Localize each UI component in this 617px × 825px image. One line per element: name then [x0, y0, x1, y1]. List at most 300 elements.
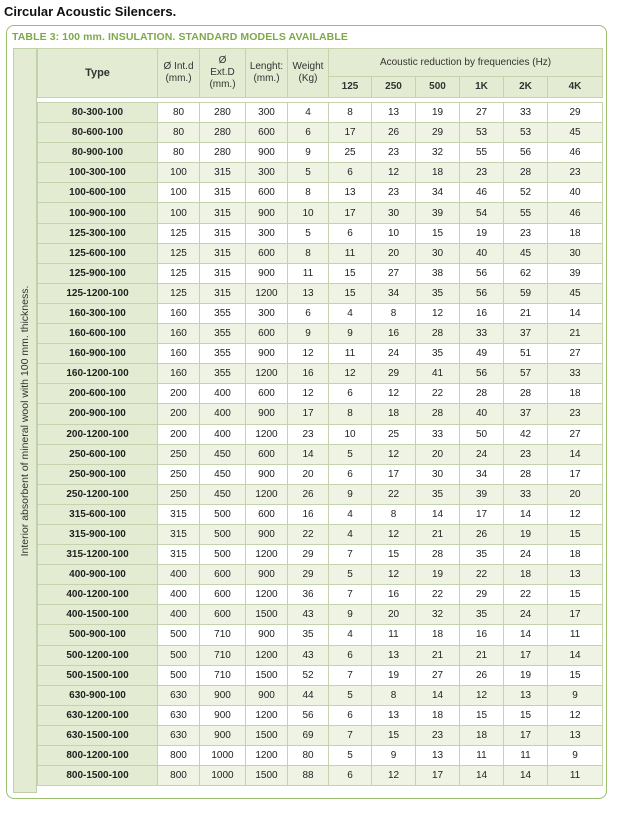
table-cell: 12 — [548, 504, 603, 524]
table-cell: 160 — [158, 324, 200, 344]
table-cell: 38 — [416, 263, 460, 283]
table-cell: 4 — [288, 103, 329, 123]
table-row — [38, 705, 603, 725]
table-cell: 250 — [158, 484, 200, 504]
table-row — [38, 444, 603, 464]
table-cell: 27 — [548, 424, 603, 444]
table-cell: 35 — [460, 605, 504, 625]
table-cell: 18 — [416, 705, 460, 725]
table-cell: 46 — [548, 143, 603, 163]
table-cell: 8 — [329, 103, 372, 123]
table-cell: 315 — [200, 243, 246, 263]
table-cell: 15 — [460, 705, 504, 725]
table-cell: 30 — [548, 243, 603, 263]
table-cell: 16 — [288, 364, 329, 384]
table-cell: 600 — [246, 384, 288, 404]
table-cell: 12 — [372, 766, 416, 786]
table-cell: 5 — [329, 685, 372, 705]
table-cell: 19 — [504, 665, 548, 685]
table-cell: 21 — [548, 324, 603, 344]
table-cell: 23 — [372, 143, 416, 163]
table-cell: 12 — [372, 444, 416, 464]
table-cell: 600 — [246, 324, 288, 344]
type-cell: 125-300-100 — [38, 223, 158, 243]
table-cell: 13 — [288, 283, 329, 303]
table-cell: 17 — [416, 766, 460, 786]
type-cell: 200-900-100 — [38, 404, 158, 424]
table-cell: 4 — [329, 524, 372, 544]
table-cell: 800 — [158, 766, 200, 786]
table-cell: 12 — [288, 344, 329, 364]
table-cell: 160 — [158, 364, 200, 384]
table-cell: 59 — [504, 283, 548, 303]
table-cell: 315 — [200, 163, 246, 183]
table-cell: 27 — [548, 344, 603, 364]
table-cell: 450 — [200, 444, 246, 464]
table-cell: 13 — [329, 183, 372, 203]
table-cell: 15 — [548, 524, 603, 544]
table-cell: 35 — [416, 484, 460, 504]
table-cell: 15 — [372, 545, 416, 565]
table-cell: 10 — [372, 223, 416, 243]
table-cell: 18 — [548, 384, 603, 404]
table-row — [38, 746, 603, 766]
table-cell: 13 — [504, 685, 548, 705]
table-cell: 315 — [158, 504, 200, 524]
table-cell: 27 — [460, 103, 504, 123]
table-cell: 400 — [158, 605, 200, 625]
type-cell: 500-1200-100 — [38, 645, 158, 665]
table-cell: 22 — [460, 565, 504, 585]
table-cell: 900 — [246, 625, 288, 645]
table-cell: 28 — [416, 545, 460, 565]
type-cell: 500-900-100 — [38, 625, 158, 645]
table-cell: 80 — [158, 103, 200, 123]
table-cell: 15 — [329, 283, 372, 303]
table-cell: 12 — [416, 303, 460, 323]
table-cell: 6 — [329, 705, 372, 725]
header-length: Lenght: (mm.) — [246, 49, 288, 98]
type-cell: 200-600-100 — [38, 384, 158, 404]
table-cell: 37 — [504, 404, 548, 424]
table-cell: 125 — [158, 223, 200, 243]
table-cell: 17 — [329, 123, 372, 143]
table-cell: 13 — [372, 705, 416, 725]
table-cell: 14 — [548, 645, 603, 665]
header-freq-2k: 2K — [504, 77, 548, 98]
table-cell: 160 — [158, 344, 200, 364]
table-cell: 710 — [200, 645, 246, 665]
table-cell: 500 — [200, 545, 246, 565]
table-cell: 100 — [158, 203, 200, 223]
table-cell: 12 — [548, 705, 603, 725]
table-row — [38, 424, 603, 444]
table-cell: 9 — [288, 324, 329, 344]
table-cell: 17 — [329, 203, 372, 223]
table-cell: 12 — [372, 565, 416, 585]
table-cell: 315 — [158, 524, 200, 544]
table-cell: 1500 — [246, 665, 288, 685]
table-cell: 8 — [372, 504, 416, 524]
type-cell: 100-600-100 — [38, 183, 158, 203]
table-cell: 35 — [460, 545, 504, 565]
table-cell: 8 — [288, 183, 329, 203]
table-cell: 39 — [548, 263, 603, 283]
table-cell: 12 — [372, 524, 416, 544]
table-cell: 14 — [416, 685, 460, 705]
type-cell: 315-1200-100 — [38, 545, 158, 565]
table-cell: 315 — [200, 283, 246, 303]
table-cell: 17 — [372, 464, 416, 484]
table-cell: 5 — [329, 746, 372, 766]
type-cell: 250-1200-100 — [38, 484, 158, 504]
table-cell: 34 — [416, 183, 460, 203]
type-cell: 100-300-100 — [38, 163, 158, 183]
table-cell: 1200 — [246, 484, 288, 504]
table-cell: 1500 — [246, 725, 288, 745]
table-cell: 27 — [416, 665, 460, 685]
table-cell: 29 — [288, 545, 329, 565]
table-cell: 15 — [548, 585, 603, 605]
type-cell: 125-600-100 — [38, 243, 158, 263]
table-cell: 15 — [548, 665, 603, 685]
table-row — [38, 725, 603, 745]
table-cell: 45 — [504, 243, 548, 263]
table-cell: 56 — [288, 705, 329, 725]
table-cell: 400 — [158, 585, 200, 605]
table-cell: 34 — [372, 283, 416, 303]
table-cell: 4 — [329, 504, 372, 524]
table-row — [38, 344, 603, 364]
table-cell: 29 — [548, 103, 603, 123]
page-title: Circular Acoustic Silencers. — [4, 4, 177, 19]
table-cell: 900 — [246, 464, 288, 484]
table-cell: 43 — [288, 645, 329, 665]
table-cell: 20 — [548, 484, 603, 504]
table-cell: 6 — [329, 163, 372, 183]
table-cell: 80 — [158, 123, 200, 143]
table-cell: 15 — [504, 705, 548, 725]
table-cell: 32 — [416, 605, 460, 625]
table-cell: 1200 — [246, 645, 288, 665]
type-cell: 315-600-100 — [38, 504, 158, 524]
table-panel — [6, 25, 607, 799]
table-cell: 5 — [329, 444, 372, 464]
table-cell: 9 — [548, 746, 603, 766]
table-cell: 15 — [416, 223, 460, 243]
table-cell: 37 — [504, 324, 548, 344]
table-cell: 600 — [246, 504, 288, 524]
header-freq-1k: 1K — [460, 77, 504, 98]
table-cell: 34 — [460, 464, 504, 484]
table-cell: 16 — [460, 625, 504, 645]
table-cell: 400 — [158, 565, 200, 585]
table-cell: 35 — [416, 283, 460, 303]
type-cell: 250-900-100 — [38, 464, 158, 484]
table-cell: 28 — [504, 163, 548, 183]
table-cell: 13 — [372, 645, 416, 665]
table-row — [38, 605, 603, 625]
table-cell: 355 — [200, 364, 246, 384]
type-cell: 800-1200-100 — [38, 746, 158, 766]
table-row — [38, 665, 603, 685]
table-cell: 250 — [158, 444, 200, 464]
table-cell: 630 — [158, 725, 200, 745]
table-cell: 1200 — [246, 424, 288, 444]
table-cell: 10 — [329, 424, 372, 444]
table-cell: 11 — [329, 344, 372, 364]
table-cell: 1200 — [246, 283, 288, 303]
table-cell: 35 — [416, 344, 460, 364]
table-cell: 55 — [460, 143, 504, 163]
table-cell: 16 — [372, 585, 416, 605]
table-cell: 315 — [200, 223, 246, 243]
table-cell: 12 — [372, 163, 416, 183]
table-cell: 80 — [288, 746, 329, 766]
table-cell: 300 — [246, 223, 288, 243]
table-cell: 56 — [460, 263, 504, 283]
table-cell: 26 — [288, 484, 329, 504]
table-cell: 13 — [548, 725, 603, 745]
table-cell: 39 — [460, 484, 504, 504]
table-cell: 600 — [200, 565, 246, 585]
table-cell: 8 — [329, 404, 372, 424]
table-row — [38, 123, 603, 143]
table-cell: 160 — [158, 303, 200, 323]
table-cell: 13 — [372, 103, 416, 123]
table-row — [38, 303, 603, 323]
table-cell: 1200 — [246, 585, 288, 605]
table-cell: 900 — [246, 685, 288, 705]
header-int-d: Ø Int.d (mm.) — [158, 49, 200, 98]
table-cell: 315 — [158, 545, 200, 565]
table-cell: 9 — [329, 605, 372, 625]
table-cell: 9 — [329, 484, 372, 504]
table-cell: 20 — [416, 444, 460, 464]
table-cell: 280 — [200, 143, 246, 163]
table-cell: 19 — [504, 524, 548, 544]
table-cell: 1200 — [246, 746, 288, 766]
table-cell: 6 — [329, 645, 372, 665]
table-cell: 43 — [288, 605, 329, 625]
table-cell: 23 — [288, 424, 329, 444]
table-cell: 18 — [372, 404, 416, 424]
table-cell: 45 — [548, 283, 603, 303]
table-cell: 12 — [372, 384, 416, 404]
type-cell: 125-900-100 — [38, 263, 158, 283]
table-row — [38, 243, 603, 263]
type-cell: 800-1500-100 — [38, 766, 158, 786]
table-cell: 11 — [372, 625, 416, 645]
table-caption: TABLE 3: 100 mm. INSULATION. STANDARD MODELS AVAILABLE — [12, 31, 348, 43]
table-cell: 54 — [460, 203, 504, 223]
table-cell: 16 — [372, 324, 416, 344]
table-cell: 900 — [200, 685, 246, 705]
table-cell: 28 — [504, 384, 548, 404]
header-freq-125: 125 — [329, 77, 372, 98]
table-cell: 9 — [329, 324, 372, 344]
table-cell: 125 — [158, 283, 200, 303]
header-ext-d: Ø Ext.D (mm.) — [200, 49, 246, 98]
table-cell: 14 — [288, 444, 329, 464]
table-cell: 9 — [372, 746, 416, 766]
table-cell: 12 — [329, 364, 372, 384]
table-cell: 300 — [246, 303, 288, 323]
header-weight: Weight (Kg) — [288, 49, 329, 98]
table-row — [38, 364, 603, 384]
table-cell: 33 — [504, 103, 548, 123]
table-cell: 42 — [504, 424, 548, 444]
table-cell: 17 — [548, 464, 603, 484]
table-cell: 18 — [416, 625, 460, 645]
table-cell: 49 — [460, 344, 504, 364]
table-cell: 52 — [504, 183, 548, 203]
table-row — [38, 143, 603, 163]
table-cell: 11 — [288, 263, 329, 283]
table-cell: 6 — [329, 384, 372, 404]
table-cell: 29 — [288, 565, 329, 585]
table-cell: 14 — [460, 766, 504, 786]
table-cell: 1500 — [246, 605, 288, 625]
table-cell: 14 — [548, 303, 603, 323]
type-cell: 250-600-100 — [38, 444, 158, 464]
table-body — [38, 103, 603, 786]
table-cell: 17 — [504, 645, 548, 665]
table-cell: 17 — [460, 504, 504, 524]
table-cell: 14 — [504, 504, 548, 524]
table-row — [38, 384, 603, 404]
table-cell: 11 — [329, 243, 372, 263]
table-cell: 26 — [460, 524, 504, 544]
table-cell: 900 — [246, 263, 288, 283]
type-cell: 125-1200-100 — [38, 283, 158, 303]
table-row — [38, 103, 603, 123]
table-row — [38, 263, 603, 283]
table-cell: 41 — [416, 364, 460, 384]
table-cell: 630 — [158, 705, 200, 725]
table-cell: 18 — [548, 545, 603, 565]
table-cell: 30 — [416, 243, 460, 263]
table-cell: 355 — [200, 344, 246, 364]
table-cell: 21 — [460, 645, 504, 665]
table-row — [38, 685, 603, 705]
table-cell: 10 — [288, 203, 329, 223]
table-cell: 29 — [460, 585, 504, 605]
table-cell: 12 — [288, 384, 329, 404]
table-cell: 19 — [416, 565, 460, 585]
type-cell: 160-900-100 — [38, 344, 158, 364]
table-cell: 40 — [548, 183, 603, 203]
table-cell: 5 — [329, 565, 372, 585]
table-row — [38, 545, 603, 565]
table-cell: 52 — [288, 665, 329, 685]
table-cell: 7 — [329, 585, 372, 605]
table-cell: 13 — [548, 565, 603, 585]
table-cell: 20 — [372, 243, 416, 263]
table-row — [38, 203, 603, 223]
type-cell: 315-900-100 — [38, 524, 158, 544]
table-cell: 4 — [329, 303, 372, 323]
table-cell: 11 — [548, 625, 603, 645]
table-cell: 14 — [548, 444, 603, 464]
table-cell: 18 — [504, 565, 548, 585]
table-cell: 6 — [329, 223, 372, 243]
table-cell: 355 — [200, 303, 246, 323]
table-cell: 1200 — [246, 705, 288, 725]
table-row — [38, 766, 603, 786]
table-cell: 400 — [200, 424, 246, 444]
header-freq-250: 250 — [372, 77, 416, 98]
table-cell: 450 — [200, 464, 246, 484]
type-cell: 160-300-100 — [38, 303, 158, 323]
table-cell: 11 — [548, 766, 603, 786]
table-cell: 36 — [288, 585, 329, 605]
table-cell: 26 — [372, 123, 416, 143]
table-cell: 25 — [372, 424, 416, 444]
table-cell: 24 — [372, 344, 416, 364]
table-cell: 35 — [288, 625, 329, 645]
table-cell: 200 — [158, 404, 200, 424]
table-row — [38, 645, 603, 665]
table-cell: 45 — [548, 123, 603, 143]
table-cell: 33 — [504, 484, 548, 504]
table-cell: 500 — [158, 665, 200, 685]
table-cell: 900 — [246, 565, 288, 585]
type-cell: 400-900-100 — [38, 565, 158, 585]
table-row — [38, 404, 603, 424]
table-cell: 900 — [246, 203, 288, 223]
table-cell: 29 — [416, 123, 460, 143]
table-cell: 9 — [288, 143, 329, 163]
table-cell: 21 — [504, 303, 548, 323]
table-cell: 23 — [504, 444, 548, 464]
table-cell: 69 — [288, 725, 329, 745]
table-row — [38, 484, 603, 504]
table-cell: 400 — [200, 404, 246, 424]
table-cell: 27 — [372, 263, 416, 283]
table-cell: 4 — [329, 625, 372, 645]
table-cell: 7 — [329, 725, 372, 745]
type-cell: 400-1500-100 — [38, 605, 158, 625]
type-cell: 80-600-100 — [38, 123, 158, 143]
header-type: Type — [38, 49, 158, 98]
table-cell: 6 — [329, 464, 372, 484]
table-cell: 315 — [200, 263, 246, 283]
table-cell: 51 — [504, 344, 548, 364]
table-cell: 900 — [200, 705, 246, 725]
table-cell: 40 — [460, 243, 504, 263]
table-cell: 30 — [416, 464, 460, 484]
table-cell: 44 — [288, 685, 329, 705]
table-cell: 19 — [416, 103, 460, 123]
table-cell: 900 — [246, 344, 288, 364]
table-cell: 1500 — [246, 766, 288, 786]
table-cell: 50 — [460, 424, 504, 444]
table-cell: 900 — [246, 143, 288, 163]
table-cell: 26 — [460, 665, 504, 685]
table-cell: 24 — [504, 545, 548, 565]
table-cell: 23 — [416, 725, 460, 745]
type-cell: 100-900-100 — [38, 203, 158, 223]
table-cell: 125 — [158, 263, 200, 283]
table-cell: 200 — [158, 424, 200, 444]
type-cell: 160-600-100 — [38, 324, 158, 344]
type-cell: 630-1500-100 — [38, 725, 158, 745]
table-row — [38, 585, 603, 605]
table-cell: 32 — [416, 143, 460, 163]
table-cell: 28 — [416, 404, 460, 424]
table-cell: 15 — [372, 725, 416, 745]
